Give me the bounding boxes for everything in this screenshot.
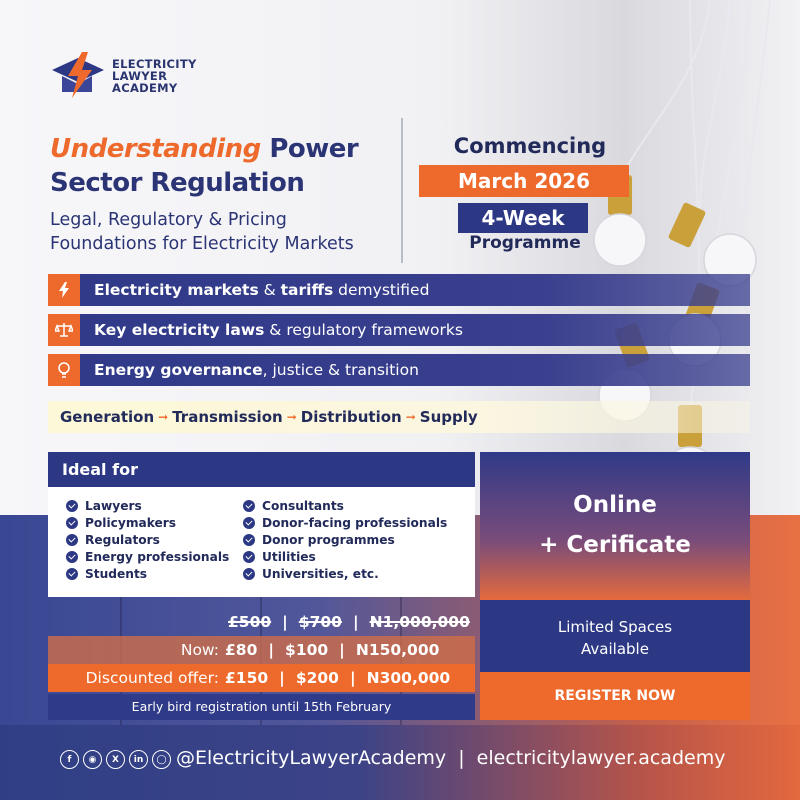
arrow-right-icon: ➞ bbox=[158, 410, 169, 424]
list-item bbox=[243, 531, 447, 548]
duration-badge: 4-Week bbox=[458, 203, 588, 233]
original-price-ngn: N1,000,000 bbox=[369, 613, 470, 631]
subheadline-line-2: Foundations for Electricity Markets bbox=[50, 234, 354, 254]
check-icon bbox=[243, 500, 255, 512]
limited-line-1: Limited Spaces bbox=[557, 618, 673, 636]
limited-spaces-panel bbox=[480, 600, 750, 672]
audience-label: Regulators bbox=[85, 532, 160, 547]
footer-separator: | bbox=[458, 747, 465, 769]
feature-3-bold-1: Energy governance bbox=[94, 361, 263, 379]
limited-line-2: Available bbox=[581, 640, 649, 658]
headline-rest: Power bbox=[260, 134, 359, 164]
social-handle[interactable]: @ElectricityLawyerAcademy bbox=[176, 747, 447, 769]
brand-line-3: ACADEMY bbox=[112, 81, 178, 95]
x-icon[interactable]: X bbox=[106, 750, 125, 769]
list-item bbox=[243, 565, 447, 582]
subheadline bbox=[50, 208, 354, 256]
list-item bbox=[243, 514, 447, 531]
feature-1-rest: demystified bbox=[333, 281, 430, 299]
list-item bbox=[66, 514, 229, 531]
brand-line-2: LAWYER bbox=[112, 69, 168, 83]
feature-1-bold-1: Electricity markets bbox=[94, 281, 259, 299]
feature-2-mid: & bbox=[264, 321, 287, 339]
audience-label: Consultants bbox=[262, 498, 344, 513]
audience-label: Energy professionals bbox=[85, 549, 230, 564]
commencing-label: Commencing bbox=[453, 134, 607, 158]
globe-icon[interactable]: ◯ bbox=[152, 750, 171, 769]
programme-label: Programme bbox=[469, 233, 581, 253]
check-icon bbox=[66, 551, 78, 563]
list-item bbox=[243, 497, 447, 514]
feature-3-mid: , bbox=[262, 361, 273, 379]
check-icon bbox=[66, 500, 78, 512]
light-bulbs-decoration bbox=[590, 0, 800, 520]
register-now-button[interactable]: REGISTER NOW bbox=[480, 672, 750, 720]
delivery-line-2: + Cerificate bbox=[539, 532, 691, 558]
discounted-price-gbp: £150 bbox=[225, 669, 269, 687]
check-icon bbox=[243, 517, 255, 529]
now-price-label: Now: bbox=[180, 641, 219, 659]
vertical-divider bbox=[401, 118, 403, 263]
feature-bar-laws bbox=[48, 314, 750, 346]
bulb-icon bbox=[48, 354, 80, 386]
feature-bar-markets bbox=[48, 274, 750, 306]
discounted-price-usd: $200 bbox=[295, 669, 339, 687]
headline-accent: Understanding bbox=[50, 134, 261, 164]
audience-label: Policymakers bbox=[85, 515, 177, 530]
price-separator: | bbox=[339, 641, 345, 659]
list-item bbox=[66, 548, 229, 565]
audience-column-1 bbox=[66, 497, 229, 582]
subheadline-line-1: Legal, Regulatory & Pricing bbox=[50, 210, 287, 230]
feature-2-rest: regulatory frameworks bbox=[286, 321, 463, 339]
now-price-gbp: £80 bbox=[225, 641, 258, 659]
original-price-usd: $700 bbox=[298, 613, 342, 631]
price-separator: | bbox=[279, 669, 285, 687]
brand-line-1: ELECTRICITY bbox=[112, 57, 197, 71]
linkedin-icon[interactable]: in bbox=[129, 750, 148, 769]
original-price-gbp: £500 bbox=[228, 613, 272, 631]
discounted-price-label: Discounted offer: bbox=[85, 669, 219, 687]
discounted-price-ngn: N300,000 bbox=[366, 669, 451, 687]
instagram-icon[interactable]: ◉ bbox=[83, 750, 102, 769]
list-item bbox=[66, 531, 229, 548]
website-link[interactable]: electricitylawyer.academy bbox=[476, 747, 726, 769]
feature-1-bold-2: tariffs bbox=[280, 281, 334, 299]
check-icon bbox=[243, 551, 255, 563]
list-item bbox=[66, 565, 229, 582]
arrow-right-icon: ➞ bbox=[405, 410, 416, 424]
flow-step-generation: Generation bbox=[60, 408, 155, 426]
now-price-ngn: N150,000 bbox=[355, 641, 440, 659]
start-date-badge: March 2026 bbox=[419, 165, 629, 197]
flow-step-distribution: Distribution bbox=[300, 408, 402, 426]
feature-2-bold-1: Key electricity laws bbox=[94, 321, 265, 339]
audience-label: Donor programmes bbox=[262, 532, 395, 547]
audience-column-2 bbox=[243, 497, 447, 582]
headline-line-2: Sector Regulation bbox=[50, 168, 305, 198]
footer-contact bbox=[176, 747, 725, 769]
check-icon bbox=[66, 534, 78, 546]
headline bbox=[50, 132, 358, 200]
check-icon bbox=[66, 517, 78, 529]
social-links bbox=[60, 750, 175, 769]
audience-label: Students bbox=[85, 566, 148, 581]
feature-1-mid: & bbox=[258, 281, 281, 299]
delivery-panel bbox=[480, 452, 750, 600]
check-icon bbox=[243, 534, 255, 546]
graduation-cap-bolt-icon bbox=[48, 50, 106, 102]
scales-icon bbox=[48, 314, 80, 346]
ideal-for-heading: Ideal for bbox=[48, 452, 475, 487]
brand-logo bbox=[48, 50, 197, 102]
audience-label: Lawyers bbox=[85, 498, 142, 513]
lightning-icon bbox=[48, 274, 80, 306]
price-separator: | bbox=[349, 669, 356, 687]
price-separator: | bbox=[268, 641, 275, 659]
flow-step-transmission: Transmission bbox=[172, 408, 283, 426]
audience-label: Universities, etc. bbox=[262, 566, 379, 581]
flow-step-supply: Supply bbox=[419, 408, 478, 426]
arrow-right-icon: ➞ bbox=[286, 410, 297, 424]
audience-label: Donor-facing professionals bbox=[262, 515, 448, 530]
list-item bbox=[243, 548, 447, 565]
list-item bbox=[66, 497, 229, 514]
check-icon bbox=[66, 568, 78, 580]
audience-label: Utilities bbox=[262, 549, 316, 564]
feature-bar-governance bbox=[48, 354, 750, 386]
original-price-row bbox=[48, 608, 475, 636]
value-chain-flow bbox=[48, 401, 750, 433]
early-bird-note: Early bird registration until 15th February bbox=[48, 694, 475, 720]
ideal-for-list bbox=[48, 487, 475, 597]
now-price-row bbox=[48, 636, 475, 664]
price-separator: | bbox=[352, 613, 359, 631]
now-price-usd: $100 bbox=[285, 641, 329, 659]
price-separator: | bbox=[282, 613, 288, 631]
discounted-price-row bbox=[48, 664, 475, 692]
delivery-line-1: Online bbox=[573, 492, 657, 518]
facebook-icon[interactable]: f bbox=[60, 750, 79, 769]
feature-3-rest: justice & transition bbox=[272, 361, 419, 379]
check-icon bbox=[243, 568, 255, 580]
